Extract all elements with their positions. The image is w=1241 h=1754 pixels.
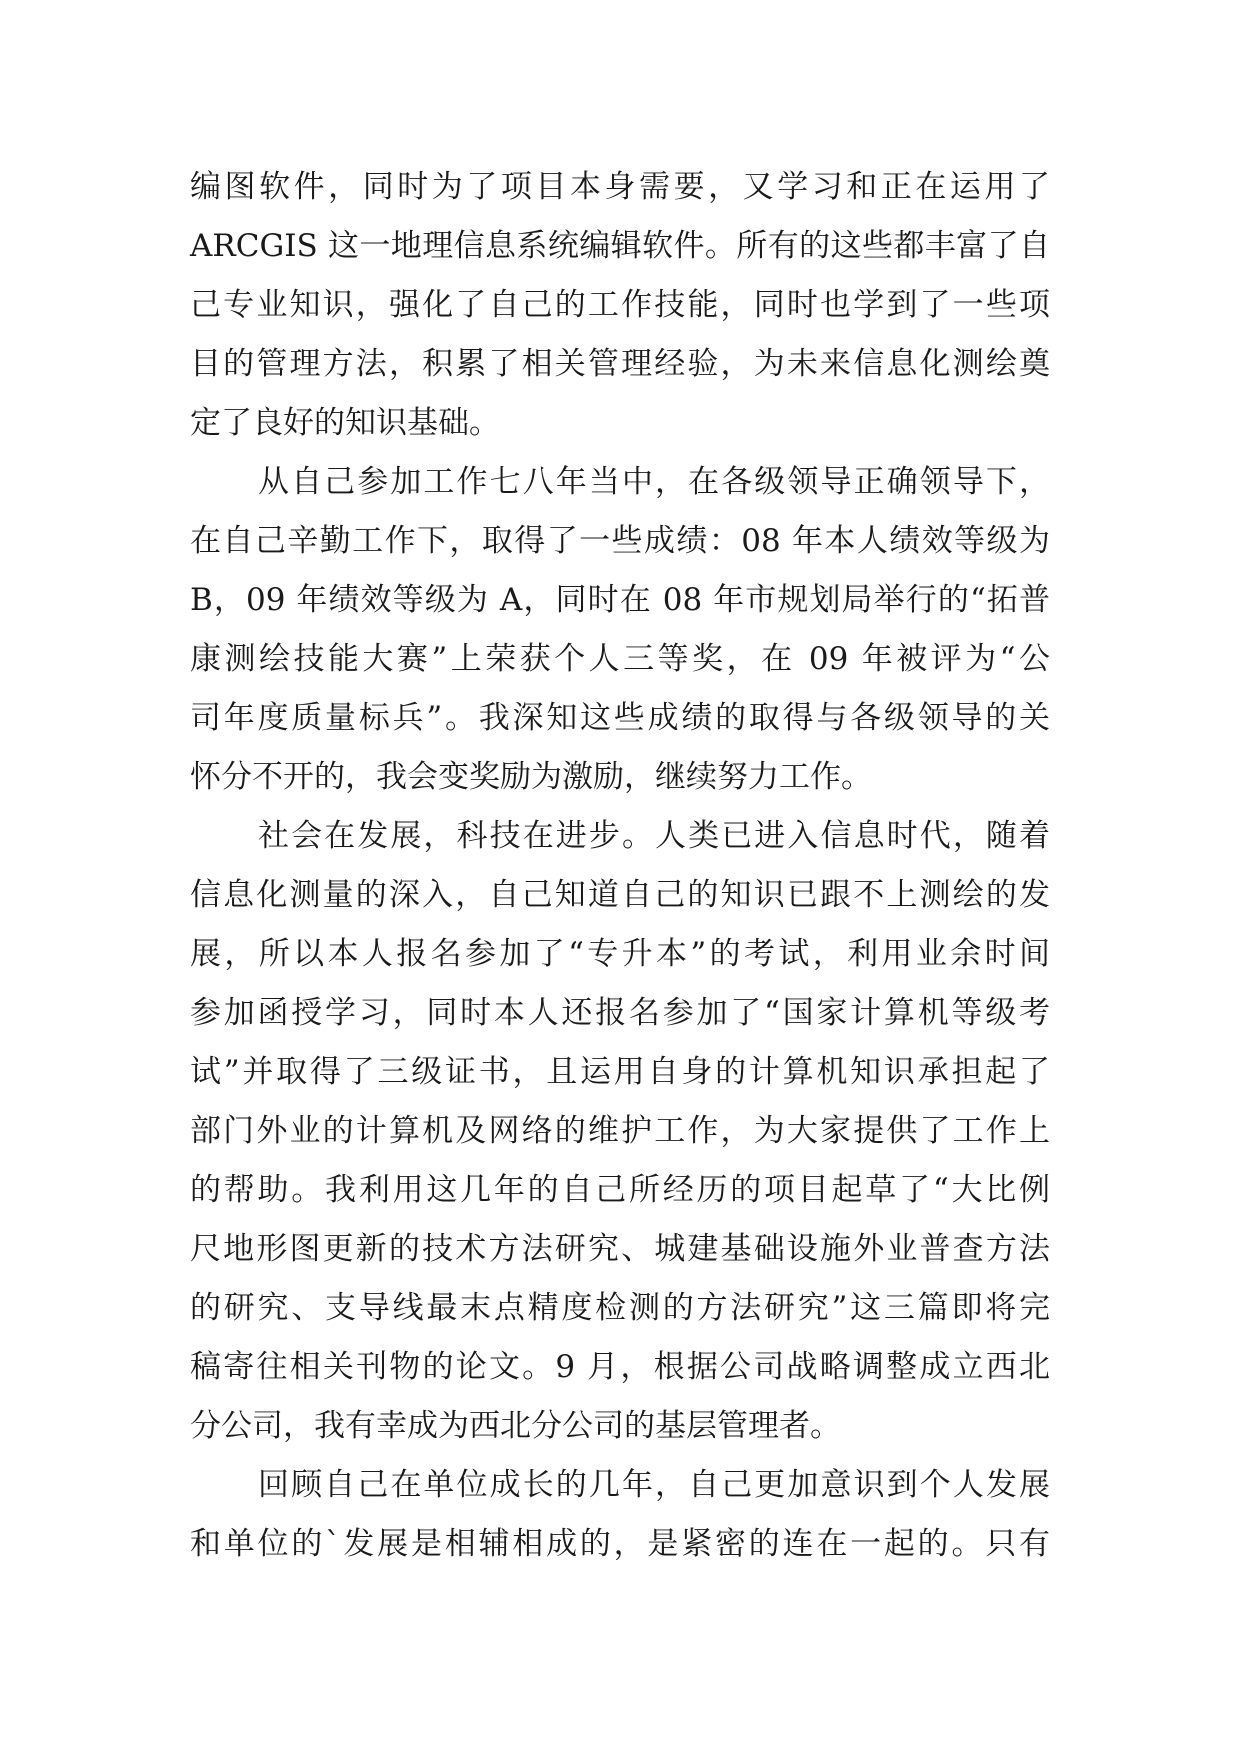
text-line: 编图软件，同时为了项目本身需要，又学习和正在运用了: [190, 169, 1050, 205]
text-line: 试”并取得了三级证书，且运用自身的计算机知识承担起了: [190, 1054, 1050, 1090]
text-line: 尺地形图更新的技术方法研究、城建基础设施外业普查方法: [190, 1231, 1050, 1267]
text-line: 定了良好的知识基础。: [190, 405, 500, 441]
text-line: 司年度质量标兵”。我深知这些成绩的取得与各级领导的关: [190, 700, 1050, 736]
text-line: 的研究、支导线最末点精度检测的方法研究”这三篇即将完: [190, 1290, 1050, 1326]
text-line: 参加函授学习，同时本人还报名参加了“国家计算机等级考: [190, 995, 1050, 1031]
paragraph: [190, 158, 1050, 453]
text-line: B，09 年绩效等级为 A，同时在 08 年市规划局举行的“拓普: [190, 582, 1050, 618]
text-line: 展，所以本人报名参加了“专升本”的考试，利用业余时间: [190, 936, 1050, 972]
text-line: 信息化测量的深入，自己知道自己的知识已跟不上测绘的发: [190, 877, 1050, 913]
text-line: 稿寄往相关刊物的论文。9 月，根据公司战略调整成立西北: [190, 1349, 1050, 1385]
text-line: 部门外业的计算机及网络的维护工作，为大家提供了工作上: [190, 1113, 1050, 1149]
text-line: 和单位的`发展是相辅相成的，是紧密的连在一起的。只有: [190, 1526, 1050, 1562]
text-line: 分公司，我有幸成为西北分公司的基层管理者。: [190, 1408, 841, 1444]
paragraph: [190, 1456, 1050, 1574]
text-line: ARCGIS 这一地理信息系统编辑软件。所有的这些都丰富了自: [190, 228, 1050, 264]
text-line: 康测绘技能大赛”上荣获个人三等奖，在 09 年被评为“公: [190, 641, 1050, 677]
text-line: 的帮助。我利用这几年的自己所经历的项目起草了“大比例: [190, 1172, 1050, 1208]
text-line: 社会在发展，科技在进步。人类已进入信息时代，随着: [258, 818, 1050, 854]
text-line: 回顾自己在单位成长的几年，自己更加意识到个人发展: [258, 1467, 1050, 1503]
text-line: 己专业知识，强化了自己的工作技能，同时也学到了一些项: [190, 287, 1050, 323]
text-line: 从自己参加工作七八年当中，在各级领导正确领导下，: [258, 464, 1050, 500]
text-line: 在自己辛勤工作下，取得了一些成绩：08 年本人绩效等级为: [190, 523, 1050, 559]
paragraph: [190, 453, 1050, 807]
text-line: 怀分不开的，我会变奖励为激励，继续努力工作。: [190, 759, 872, 795]
text-line: 目的管理方法，积累了相关管理经验，为未来信息化测绘奠: [190, 346, 1050, 382]
paragraph: [190, 807, 1050, 1456]
body-text: [190, 158, 1050, 1574]
